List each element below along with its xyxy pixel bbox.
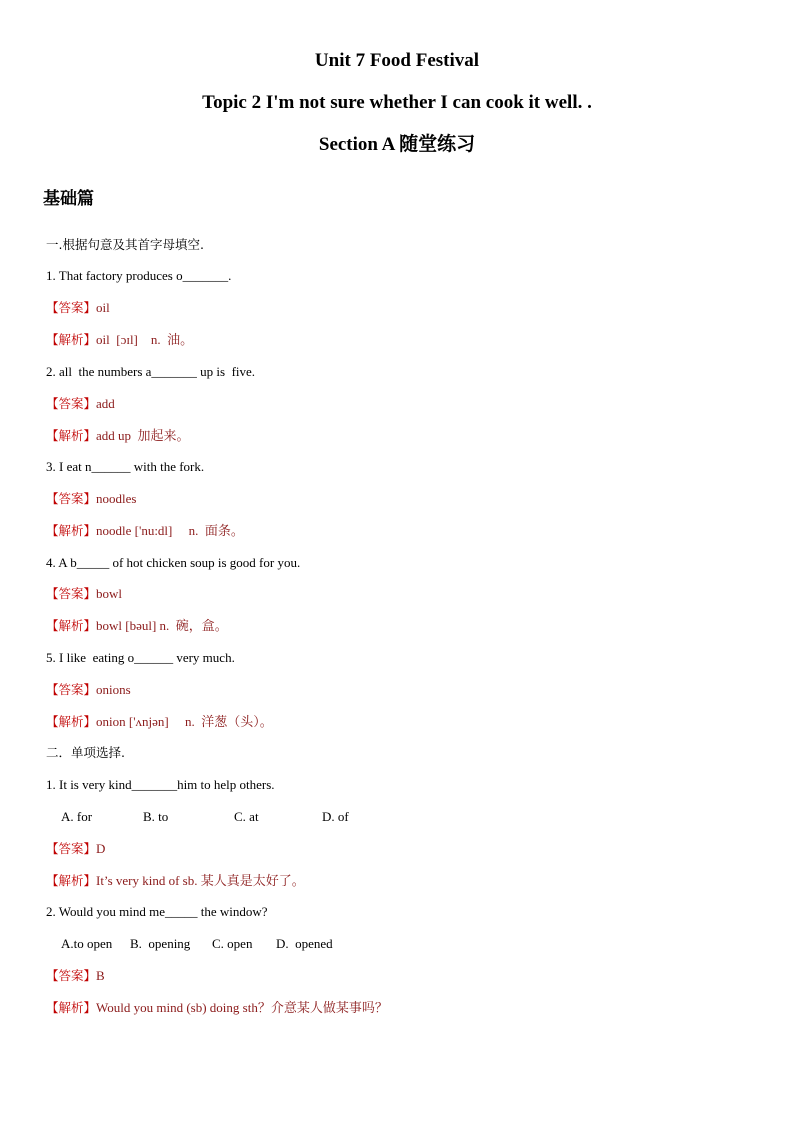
answer-row <box>46 585 122 603</box>
explain-label: 【解析】 <box>46 714 97 729</box>
explanation-text: oil [ɔɪl] n. 油。 <box>96 332 194 347</box>
section-title: Section A 随堂练习 <box>318 134 476 155</box>
explanation-text: Would you mind (sb) doing sth？介意某人做某事吗？ <box>96 1000 388 1015</box>
question-4: 4. A b_____ of hot chicken soup is good for you. <box>46 555 301 570</box>
answer-text: add <box>96 396 115 411</box>
explanation-row <box>46 999 388 1017</box>
question-2: 2. all the numbers a_______ up is five. <box>46 364 256 379</box>
explanation-text: noodle ['nu:dl] n. 面条。 <box>96 523 244 538</box>
option-b: B. to <box>143 809 169 824</box>
option-c: C. at <box>234 809 259 824</box>
explanation-row <box>46 872 305 890</box>
mc-question-2: 2. Would you mind me_____ the window? <box>46 904 268 919</box>
option-c: C. open <box>212 936 253 951</box>
answer-row <box>46 490 136 508</box>
option-b: B. opening <box>130 936 191 951</box>
explanation-text: onion ['ʌnjən] n. 洋葱（头）。 <box>96 714 273 729</box>
question-1: 1. That factory produces o_______. <box>46 268 232 283</box>
explanation-row <box>46 713 273 731</box>
explain-label: 【解析】 <box>46 618 97 633</box>
explanation-row <box>46 331 193 349</box>
answer-label: 【答案】 <box>46 491 97 506</box>
answer-row <box>46 681 131 699</box>
explanation-row <box>46 617 228 635</box>
answer-label: 【答案】 <box>46 300 97 315</box>
answer-row <box>46 967 105 985</box>
answer-row <box>46 299 110 317</box>
answer-label: 【答案】 <box>46 586 97 601</box>
option-a: A. for <box>61 809 93 824</box>
option-a: A.to open <box>61 936 113 951</box>
explanation-text: It’s very kind of sb. 某人真是太好了。 <box>96 873 305 888</box>
answer-label: 【答案】 <box>46 841 97 856</box>
answer-text: oil <box>96 300 110 315</box>
explanation-row <box>46 522 244 540</box>
part1-heading: 一.根据句意及其首字母填空. <box>46 237 204 252</box>
question-3: 3. I eat n______ with the fork. <box>46 459 205 474</box>
answer-text: D <box>96 841 106 856</box>
explanation-row <box>46 427 190 445</box>
answer-label: 【答案】 <box>46 682 97 697</box>
answer-label: 【答案】 <box>46 968 97 983</box>
answer-row <box>46 395 115 413</box>
answer-text: B <box>96 968 105 983</box>
answer-row <box>46 840 105 858</box>
explain-label: 【解析】 <box>46 428 97 443</box>
question-5: 5. I like eating o______ very much. <box>46 650 235 665</box>
level-heading: 基础篇 <box>43 189 94 209</box>
mc-question-1: 1. It is very kind_______him to help others. <box>46 777 275 792</box>
part2-heading: 二．单项选择. <box>46 745 125 760</box>
answer-text: noodles <box>96 491 137 506</box>
explanation-text: add up 加起来。 <box>96 428 190 443</box>
explain-label: 【解析】 <box>46 523 97 538</box>
document-subtitle: Topic 2 I'm not sure whether I can cook it well. . <box>202 92 592 113</box>
explain-label: 【解析】 <box>46 873 97 888</box>
document-title: Unit 7 Food Festival <box>314 50 480 71</box>
explanation-text: bowl [bəul] n. 碗，盒。 <box>96 618 228 633</box>
explain-label: 【解析】 <box>46 332 97 347</box>
answer-text: onions <box>96 682 131 697</box>
explain-label: 【解析】 <box>46 1000 97 1015</box>
option-d: D. opened <box>276 936 333 951</box>
option-d: D. of <box>322 809 349 824</box>
answer-text: bowl <box>96 586 123 601</box>
answer-label: 【答案】 <box>46 396 97 411</box>
